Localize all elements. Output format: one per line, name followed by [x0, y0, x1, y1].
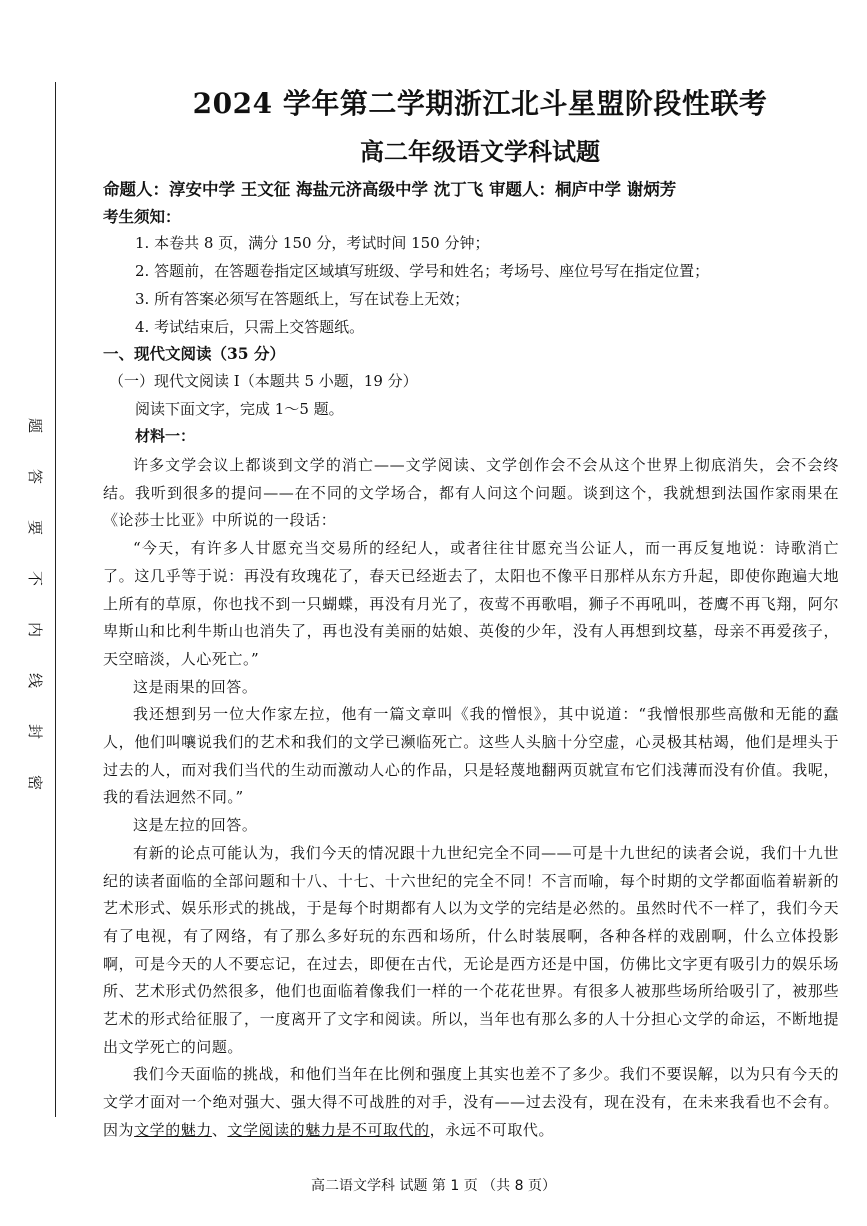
authors-line: 命题人：淳安中学 王文征 海盐元济高级中学 沈丁飞 审题人：桐庐中学 谢炳芳 — [103, 180, 677, 199]
notice-item: 2. 答题前，在答题卷指定区域填写班级、学号和姓名；考场号、座位号写在指定位置； — [135, 262, 710, 280]
exam-title: 2024 学年第二学期浙江北斗星盟阶段性联考 — [192, 87, 768, 120]
underlined-phrase: 文学的魅力 — [134, 1120, 212, 1139]
notice-heading: 考生须知： — [103, 207, 181, 226]
margin-char: 封 — [26, 723, 45, 740]
notice-item: 3. 所有答案必须写在答题纸上，写在试卷上无效； — [135, 290, 470, 308]
passage-text: 我们今天面临的挑战，和他们当年在比例和强度上其实也差不了多少。我们不要误解，以为只有今天的文学才面对一个绝对强大、强大得不可战胜的对手，没有——过去没有，现在没有，在未来我看也不会有。因为 — [103, 1065, 839, 1139]
passage-text: 、 — [211, 1120, 228, 1139]
margin-char: 线 — [26, 672, 45, 689]
binding-margin-text — [22, 418, 48, 826]
passage-paragraph: 这是雨果的回答。 — [133, 677, 258, 696]
margin-char: 题 — [26, 417, 45, 434]
margin-char: 要 — [26, 519, 45, 536]
passage-text: ，永远不可取代。 — [429, 1120, 554, 1139]
passage-paragraph: 我还想到另一位大作家左拉，他有一篇文章叫《我的憎恨》，其中说道：“我憎恨那些高傲和无能的蠢人，他们叫嚷说我们的艺术和我们的文学已濒临死亡。这些人头脑十分空虚，心灵极其枯竭，他们是埋头于过去的人，而对我们当代的生动而激动人心的作品，只是轻蔑地翻两页就宣布它们浅薄而没有价值。我呢，我的看法迥然不同。” — [103, 705, 839, 807]
section-heading: 一、现代文阅读（35 分） — [103, 344, 285, 363]
binding-line — [55, 82, 56, 1117]
passage-paragraph: “今天，有许多人甘愿充当交易所的经纪人，或者往往甘愿充当公证人，而一再反复地说：诗歌消亡了。这几乎等于说：再没有玫瑰花了，春天已经逝去了，太阳也不像平日那样从东方升起，即使你跑遍大地上所有的草原，你也找不到一只蝴蝶，再没有月光了，夜莺不再歌唱，狮子不再吼叫，苍鹰不再飞翔，阿尔卑斯山和比利牛斯山也消失了，再也没有美丽的姑娘、英俊的少年，没有人再想到坟墓，母亲不再爱孩子，天空暗淡，人心死亡。” — [103, 539, 839, 668]
notice-item: 1. 本卷共 8 页，满分 150 分，考试时间 150 分钟； — [135, 234, 490, 252]
margin-char: 密 — [26, 774, 45, 791]
margin-char: 答 — [26, 468, 45, 485]
margin-char: 不 — [26, 570, 45, 587]
passage-paragraph — [103, 1061, 839, 1144]
subsection-heading: （一）现代文阅读 I（本题共 5 小题，19 分） — [109, 372, 418, 390]
exam-subtitle: 高二年级语文学科试题 — [360, 137, 600, 166]
passage-paragraph: 有新的论点可能认为，我们今天的情况跟十九世纪完全不同——可是十九世纪的读者会说，我们十九世纪的读者面临的全部问题和十八、十七、十六世纪的完全不同！不言而喻，每个时期的文学都面临着崭新的艺术形式、娱乐形式的挑战，于是每个时期都有人以为文学的完结是必然的。虽然时代不一样了，我们今天有了电视，有了网络，有了那么多好玩的东西和场所，什么时装展啊，各种各样的戏剧啊，什么立体投影啊，可是今天的人不要忘记，在过去，即便在古代，无论是西方还是中国，仿佛比文字更有吸引力的娱乐场所、艺术形式仍然很多，他们也面临着像我们一样的一个花花世界。有很多人被那些场所给吸引了，被那些艺术的形式给征服了，一度离开了文字和阅读。所以，当年也有那么多的人十分担心文学的命运，不断地提出文学死亡的问题。 — [103, 843, 839, 1056]
reading-passage — [103, 452, 839, 1145]
page-footer: 高二语文学科 试题 第 1 页 （共 8 页） — [311, 1178, 556, 1194]
material-label: 材料一： — [135, 427, 196, 445]
margin-char: 内 — [26, 621, 45, 638]
instruction-text: 阅读下面文字，完成 1～5 题。 — [135, 400, 344, 418]
underlined-phrase: 文学阅读的魅力是不可取代的 — [227, 1120, 430, 1139]
notice-item: 4. 考试结束后，只需上交答题纸。 — [135, 318, 365, 336]
passage-paragraph: 这是左拉的回答。 — [133, 816, 258, 835]
notice-list — [135, 229, 709, 341]
passage-paragraph: 许多文学会议上都谈到文学的消亡——文学阅读、文学创作会不会从这个世界上彻底消失，会不会终结。我听到很多的提问——在不同的文学场合，都有人问这个问题。谈到这个，我就想到法国作家雨果在《论莎士比亚》中所说的一段话： — [103, 456, 839, 530]
